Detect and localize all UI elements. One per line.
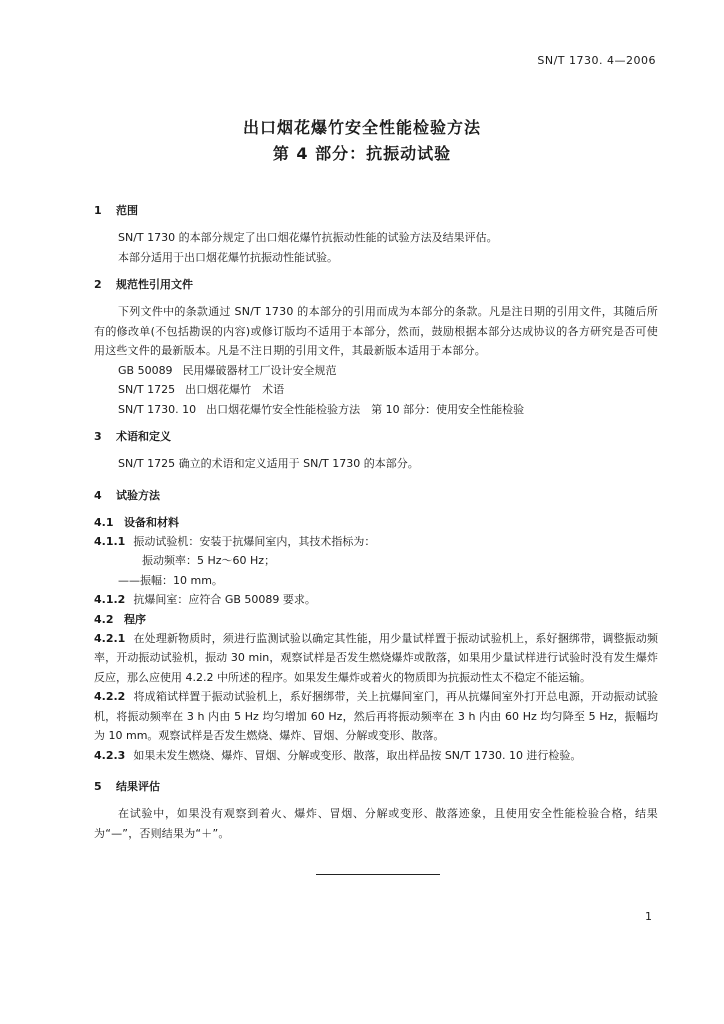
clause-text: 振动试验机：安装于抗爆间室内，其技术指标为： — [133, 534, 376, 548]
title-line-2: 第 4 部分：抗振动试验 — [272, 144, 452, 163]
section-4-heading — [94, 486, 658, 505]
reference-code: GB 50089 — [118, 363, 173, 377]
reference-item — [94, 361, 658, 381]
clause-4-1-2 — [94, 590, 658, 610]
section-number: 3 — [94, 430, 102, 443]
reference-code: SN/T 1725 — [118, 383, 176, 396]
document-title — [0, 116, 724, 166]
section-number: 2 — [94, 278, 102, 291]
title-line-1: 出口烟花爆竹安全性能检验方法 — [242, 118, 481, 137]
reference-code: SN/T 1730. 10 — [118, 402, 197, 416]
document-body — [94, 201, 658, 843]
clause-number: 4.2.2 — [94, 690, 126, 703]
clause-number: 4.2.3 — [94, 748, 126, 762]
subsection-4-2-heading — [94, 610, 658, 629]
reference-name: 民用爆破器材工厂设计安全规范 — [182, 363, 337, 377]
reference-item — [94, 380, 658, 400]
section-title: 范围 — [116, 204, 138, 217]
section-title: 术语和定义 — [116, 430, 171, 443]
subsection-4-1-heading — [94, 513, 658, 532]
spec-amplitude: ——振幅：10 mm。 — [118, 573, 223, 587]
section-title: 结果评估 — [116, 780, 160, 793]
clause-4-2-2 — [94, 687, 658, 746]
subsection-number: 4.1 — [94, 515, 114, 529]
reference-name: 出口烟花爆竹安全性能检验方法 第 10 部分：使用安全性能检验 — [206, 402, 525, 416]
subsection-title: 设备和材料 — [124, 515, 179, 529]
clause-text: 如果未发生燃烧、爆炸、冒烟、分解或变形、散落，取出样品按 SN/T 1730. 10 进行检验。 — [133, 748, 582, 762]
clause-4-2-3 — [94, 746, 658, 766]
paragraph: 下列文件中的条款通过 SN/T 1730 的本部分的引用而成为本部分的条款。凡是注日期的引用文件，其随后所有的修改单(不包括勘误的内容)或修订版均不适用于本部分，然而，鼓励根据本部分达成协议的各方研究是否可使用这些文件的最新版本。凡是不注日期的引用文件，其最新版本适用于本部分。 — [94, 305, 658, 357]
clause-4-2-1 — [94, 629, 658, 688]
section-5-heading — [94, 777, 658, 796]
reference-name: 出口烟花爆竹 术语 — [185, 383, 285, 396]
clause-number: 4.1.2 — [94, 593, 126, 606]
spec-frequency: 振动频率：5 Hz～60 Hz； — [142, 554, 276, 567]
section-1-heading — [94, 201, 658, 220]
subsection-title: 程序 — [124, 612, 146, 626]
page-number: 1 — [645, 910, 652, 923]
section-number: 4 — [94, 488, 102, 502]
section-number: 5 — [94, 780, 102, 793]
paragraph: 在试验中，如果没有观察到着火、爆炸、冒烟、分解或变形、散落迹象，且使用安全性能检验合格，结果为“—”，否则结果为“＋”。 — [94, 807, 658, 840]
subsection-number: 4.2 — [94, 612, 114, 626]
section-title: 试验方法 — [116, 488, 160, 502]
end-rule — [316, 874, 440, 875]
section-2-heading — [94, 275, 658, 294]
section-3-heading — [94, 427, 658, 446]
standard-code: SN/T 1730. 4—2006 — [537, 54, 656, 67]
clause-number: 4.1.1 — [94, 534, 126, 548]
clause-number: 4.2.1 — [94, 631, 126, 645]
section-title: 规范性引用文件 — [116, 278, 193, 291]
paragraph: SN/T 1725 确立的术语和定义适用于 SN/T 1730 的本部分。 — [118, 457, 419, 470]
clause-text: 抗爆间室：应符合 GB 50089 要求。 — [133, 593, 316, 606]
reference-item — [94, 400, 658, 420]
clause-4-1-1 — [94, 532, 658, 552]
paragraph: SN/T 1730 的本部分规定了出口烟花爆竹抗振动性能的试验方法及结果评估。 — [118, 231, 498, 244]
clause-text: 将成箱试样置于振动试验机上，系好捆绑带，关上抗爆间室门，再从抗爆间室外打开总电源，开动振动试验机，将振动频率在 3 h 内由 5 Hz 均匀增加 60 Hz，然后再将振动频率在 3 h 内由 60 Hz 均匀降至 5 Hz，振幅均为 10 mm。观察试样是否发生燃烧、爆炸、冒烟、分解或变形、散落。 — [94, 690, 658, 742]
section-number: 1 — [94, 204, 102, 217]
clause-text: 在处理新物质时，须进行监测试验以确定其性能，用少量试样置于振动试验机上，系好捆绑带，调整振动频率，开动振动试验机，振动 30 min，观察试样是否发生燃烧爆炸或散落，如果用少量试样进行试验时没有发生爆炸反应，那么应使用 4.2.2 中所述的程序。如果发生爆炸或着火的物质即为抗振动性太不稳定不能运输。 — [94, 631, 658, 684]
paragraph: 本部分适用于出口烟花爆竹抗振动性能试验。 — [118, 250, 338, 264]
